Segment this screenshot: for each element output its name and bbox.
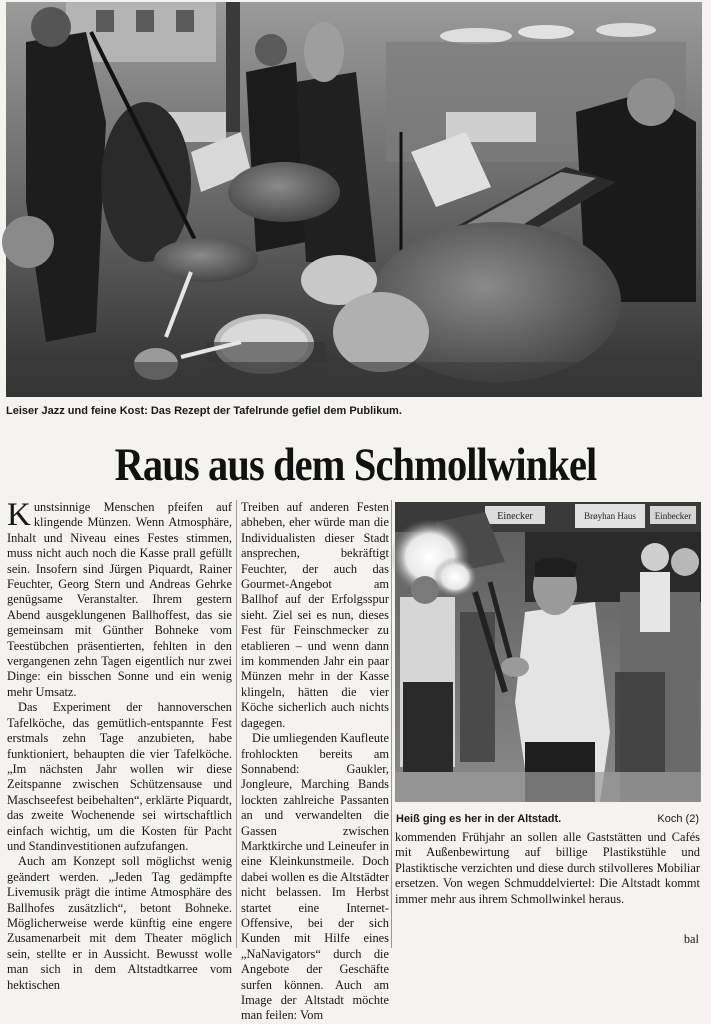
article-column-2 bbox=[241, 500, 389, 1023]
article-headline: Raus aus dem Schmollwinkel bbox=[114, 439, 597, 491]
drop-cap: K bbox=[7, 497, 31, 533]
paragraph-3: Auch am Konzept soll möglichst wenig geändert werden. „Jeden Tag gedämpfte Livemusik prägt die intime Atmosphäre des Ballhofes zusätzlich“, betont Bohneke. Möglicherweise werde künftig eine engere Zusamenarbeit mit dem Theater möglich sein, stellte er in Aussicht. Bewusst wolle man sich in dem Altstadtkarree vom hektischen bbox=[7, 854, 232, 992]
paragraph-2: Das Experiment der hannoverschen Tafelköche, das gemütlich-entspannte Fest erstmals zehn Tage anzubieten, habe funktioniert, behaupten die vier Tafelköche. „Im nächsten Jahr wollen wir diese Zeitspanne zwischen Schützensause und Maschseefest beibehalten“, erklärte Piquardt, das zweite Wochenende sei wirtschaftlich einfach wichtig, um die Kosten für Pacht und Standinvestitionen aufzufangen. bbox=[7, 700, 232, 853]
photo-jazz-band-image bbox=[6, 2, 702, 397]
paragraph-4: Treiben auf anderen Festen abheben, eher würde man die Individualisten dieser Stadt ansprechen, bekräftigt Feuchter, der auch das Gourmet-Angebot am Ballhof auf der Erfolgsspur sieht. Ziel sei es nun, dieses Fest für Feinschmecker zu etablieren – und wenn dann im kommenden Jahr ein paar Münzen mehr in der Kasse klingeln, hätten die vier Köche sicherlich auch nichts dagegen. bbox=[241, 500, 389, 730]
shop-sign-1: Einecker bbox=[497, 511, 533, 522]
photo-fire-juggler-image bbox=[395, 502, 701, 802]
paragraph-1 bbox=[7, 497, 232, 700]
photo-caption-top: Leiser Jazz und feine Kost: Das Rezept der Tafelrunde gefiel dem Publikum. bbox=[6, 405, 402, 417]
photo-credit: Koch (2) bbox=[657, 813, 699, 825]
paragraph-6: kommenden Frühjahr an sollen alle Gaststätten und Cafés mit Außenbewirtung auf billige Plastikstühle und Plastiktische verzichten und diese durch stilvolleres Mobiliar ersetzen. Von wegen Schmuddelviertel: Die Altstadt kommt immer mehr aus ihrem Schmollwinkel heraus. bbox=[395, 830, 700, 906]
photo-fire-juggler bbox=[395, 502, 701, 802]
author-signature: bal bbox=[683, 932, 699, 946]
paragraph-1-text: unstsinnige Menschen pfeifen auf klingende Münzen. Wenn Atmosphäre, Inhalt und Niveau eines Festes stimmen, muss nicht auch noch die Kasse prall gefüllt sein. Insofern sind Jürgen Piquardt, Rainer Feuchter, Georg Stern und Andreas Gehrke genügsame Veranstalter. Ihrem gestern Abend ausgeklungenen Ballhoffest, das sie gemeinsam mit Günther Bohneke vom Teestübchen präsentierten, fehlten in den vergangenen zehn Tagen eigentlich nur zwei Dinge: ein bisschen Sonne und ein wenig mehr Umsatz. bbox=[7, 500, 232, 699]
column-rule bbox=[236, 500, 237, 948]
article-column-3 bbox=[395, 830, 700, 948]
photo-caption-side: Heiß ging es her in der Altstadt. bbox=[396, 813, 562, 825]
photo-jazz-band bbox=[6, 2, 702, 397]
article-column-1 bbox=[7, 497, 232, 992]
shop-sign-3: Einbecker bbox=[654, 511, 692, 521]
shop-sign-2: Brøyhan Haus bbox=[584, 511, 636, 521]
paragraph-5: Die umliegenden Kaufleute frohlockten bereits am Sonnabend: Gaukler, Jongleure, Marching Bands lockten zahlreiche Passanten an und verwandelten die Gassen zwischen Marktkirche und Leineufer in eine Kleinkunstmeile. Doch dabei wollen es die Altstädter nicht belassen. Im Herbst startet eine Internet-Offensive, bei der sich Kunden mit Hilfe eines „NaNavigators“ durch die Angebote der Geschäfte surfen können. Auch am Image der Altstadt möchte man feilen: Vom bbox=[241, 731, 389, 1023]
